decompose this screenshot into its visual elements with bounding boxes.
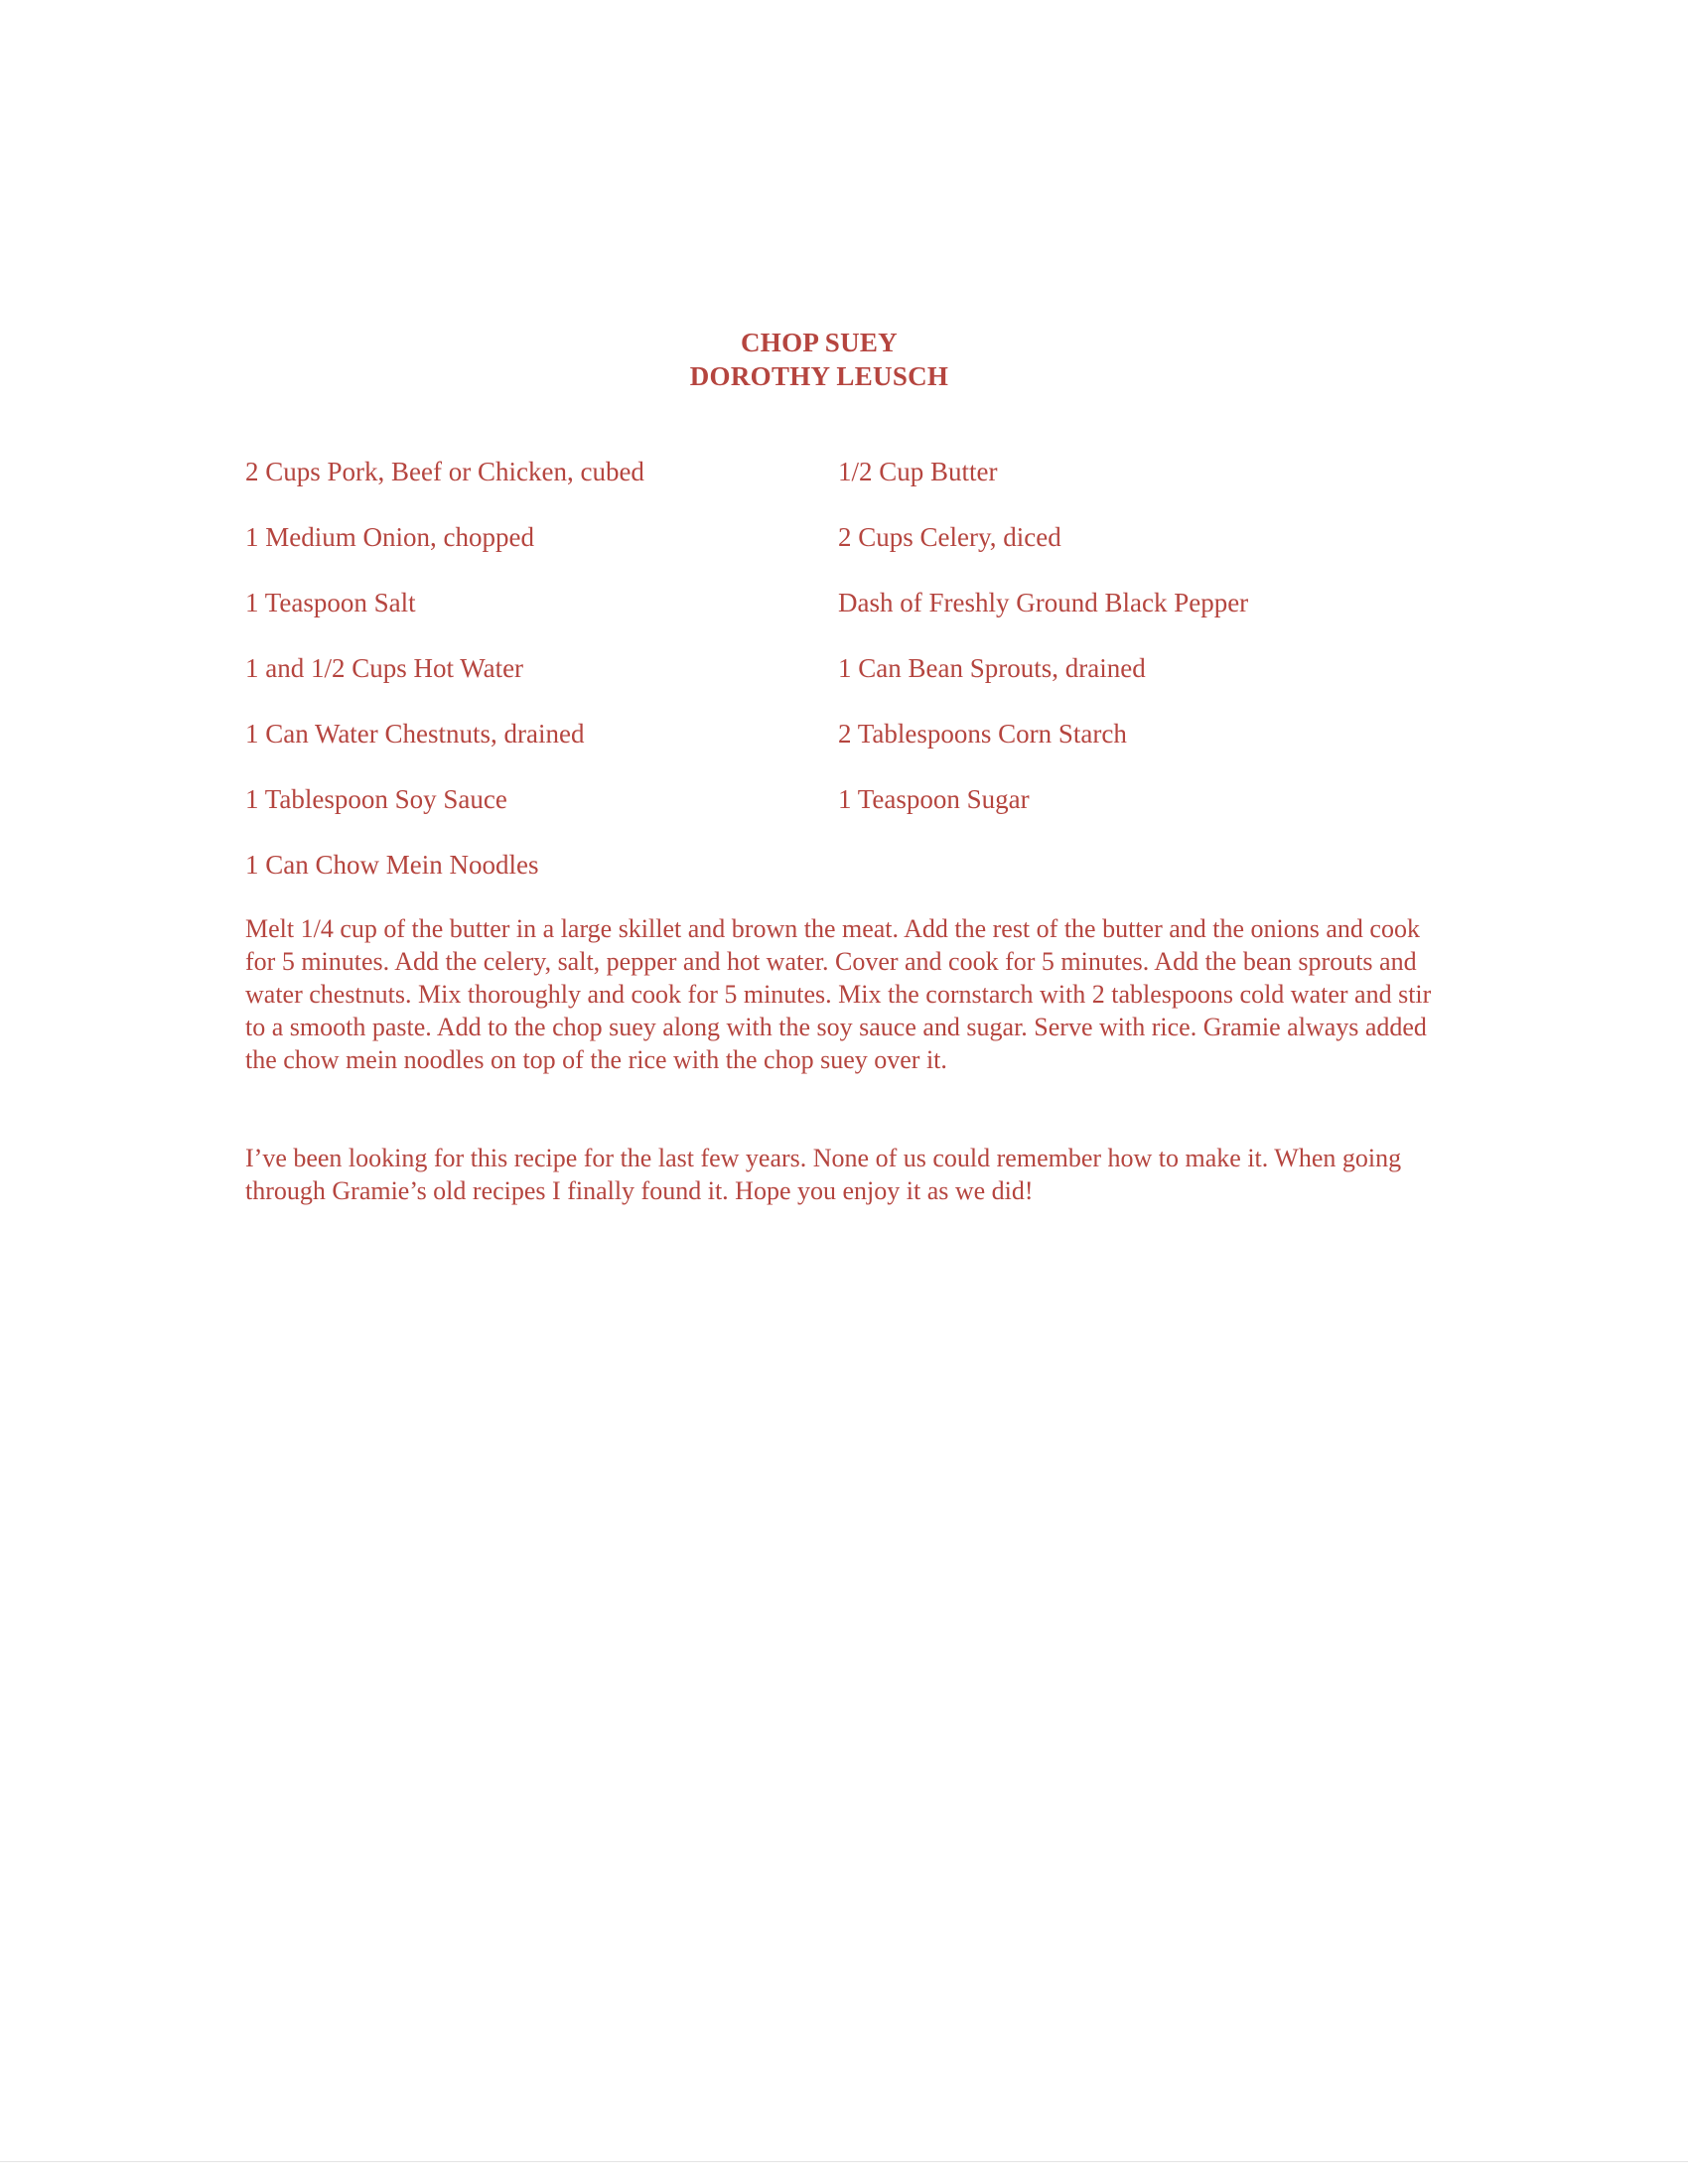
recipe-author: DOROTHY LEUSCH (689, 361, 949, 391)
ingredient-item: 1/2 Cup Butter (838, 457, 998, 486)
ingredient-item: 1 and 1/2 Cups Hot Water (245, 653, 524, 683)
ingredient-row (245, 522, 1437, 588)
ingredients-list (245, 457, 1437, 915)
ingredient-row (245, 588, 1437, 653)
ingredient-item: 1 Can Water Chestnuts, drained (245, 719, 585, 749)
recipe-note: I’ve been looking for this recipe for the last few years. None of us could remember how to make it. When going through Gramie’s old recipes I finally found it. Hope you enjoy it as we did! (245, 1144, 1402, 1205)
ingredient-item: 1 Teaspoon Salt (245, 588, 416, 617)
ingredient-row (245, 784, 1437, 850)
recipe-header (0, 326, 1638, 393)
ingredient-item: 2 Tablespoons Corn Starch (838, 719, 1127, 749)
ingredient-item: 1 Can Bean Sprouts, drained (838, 653, 1146, 683)
ingredient-item: 2 Cups Pork, Beef or Chicken, cubed (245, 457, 644, 486)
ingredient-item: 1 Teaspoon Sugar (838, 784, 1030, 814)
ingredient-item: Dash of Freshly Ground Black Pepper (838, 588, 1249, 617)
ingredient-row (245, 653, 1437, 719)
recipe-directions: Melt 1/4 cup of the butter in a large skillet and brown the meat. Add the rest of the butter and the onions and cook for 5 minutes. Add the celery, salt, pepper and hot water. Cover and cook for 5 minutes. Add the bean sprouts and water chestnuts. Mix thoroughly and cook for 5 minutes. Mix the cornstarch with 2 tablespoons cold water and stir to a smooth paste. Add to the chop suey along with the soy sauce and sugar. Serve with rice. Gramie always added the chow mein noodles on top of the rice with the chop suey over it. (245, 914, 1432, 1074)
ingredient-row (245, 457, 1437, 522)
scan-edge-line (0, 2161, 1688, 2162)
ingredient-row (245, 850, 1437, 915)
ingredient-row (245, 719, 1437, 784)
ingredient-item: 1 Medium Onion, chopped (245, 522, 534, 552)
ingredient-item: 1 Tablespoon Soy Sauce (245, 784, 507, 814)
ingredient-item: 2 Cups Celery, diced (838, 522, 1061, 552)
ingredient-item: 1 Can Chow Mein Noodles (245, 850, 539, 880)
recipe-title: CHOP SUEY (741, 328, 898, 357)
